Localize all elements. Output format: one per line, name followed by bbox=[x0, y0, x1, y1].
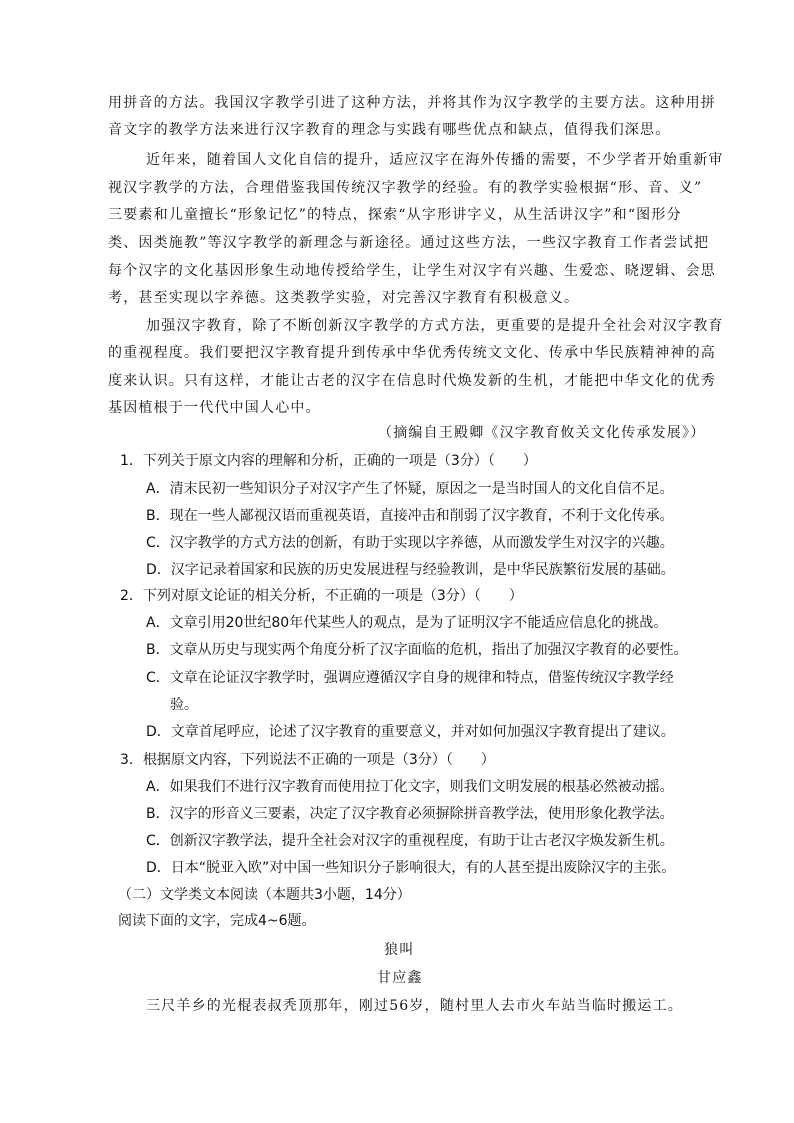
option-c: C．汉字教学的方式方法的创新，有助于实现以字养德，从而激发学生对汉字的兴趣。 bbox=[146, 535, 674, 551]
option-c: C．创新汉字教学法，提升全社会对汉字的重视程度，有助于让古老汉字焕发新生机。 bbox=[146, 833, 674, 849]
passage-line: 基因植根于一代代中国人心中。 bbox=[108, 400, 321, 416]
option-b: B．文章从历史与现实两个角度分析了汉字面临的危机，指出了加强汉字教育的必要性。 bbox=[146, 642, 688, 658]
story-first-line: 三尺羊乡的光棍表叔秃顶那年，刚过56岁，随村里人去市火车站当临时搬运工。 bbox=[146, 998, 684, 1014]
passage-line: 三要素和儿童擅长“形象记忆”的特点，探索“从字形讲字义，从生活讲汉字”和“图形分 bbox=[108, 207, 682, 223]
passage-line: 加强汉字教育，除了不断创新汉字教学的方式方法，更重要的是提升全社会对汉字教育 bbox=[146, 318, 724, 334]
source-citation: （摘编自王殿卿《汉字教育攸关文化传承发展》） bbox=[378, 425, 706, 441]
option-c: C．文章在论证汉字教学时，强调应遵循汉字自身的规律和特点，借鉴传统汉字教学经 bbox=[146, 670, 674, 686]
passage-line: 考，甚至实现以字养德。这类教学实验，对完善汉字教育有积极意义。 bbox=[108, 290, 580, 306]
passage-line: 用拼音的方法。我国汉字教学引进了这种方法，并将其作为汉字教学的主要方法。这种用拼 bbox=[108, 95, 716, 111]
option-a: A．文章引用20世纪80年代某些人的观点，是为了证明汉字不能适应信息化的挑战。 bbox=[146, 615, 668, 631]
option-d: D．日本“脱亚入欧”对中国一些知识分子影响很大，有的人甚至提出废除汉字的主张。 bbox=[146, 860, 676, 876]
option-d: D．汉字记录着国家和民族的历史发展进程与经验教训，是中华民族繁衍发展的基础。 bbox=[146, 562, 675, 578]
question-stem: 3．根据原文内容，下列说法不正确的一项是（3分）（ ） bbox=[120, 752, 495, 768]
section-heading: （二）文学类文本阅读（本题共3小题，14分） bbox=[118, 887, 411, 903]
option-b: B．汉字的形音义三要素，决定了汉字教育必须摒除拼音教学法，使用形象化教学法。 bbox=[146, 806, 674, 822]
passage-line: 类、因类施教”等汉字教学的新理念与新途径。通过这些方法，一些汉字教育工作者尝试把 bbox=[108, 235, 710, 251]
passage-line: 每个汉字的文化基因形象生动地传授给学生，让学生对汉字有兴趣、生爱恋、晓逻辑、会思 bbox=[108, 263, 716, 279]
question-stem: 1．下列关于原文内容的理解和分析，正确的一项是（3分）（ ） bbox=[120, 453, 537, 469]
option-a: A．清末民初一些知识分子对汉字产生了怀疑，原因之一是当时国人的文化自信不足。 bbox=[146, 481, 674, 497]
passage-line: 度来认识。只有这样，才能让古老的汉字在信息时代焕发新的生机，才能把中华文化的优秀 bbox=[108, 373, 716, 389]
story-author: 甘应鑫 bbox=[377, 970, 423, 986]
passage-line: 的重视程度。我们要把汉字教育提升到传承中华优秀传统文文化、传承中华民族精神神的高 bbox=[108, 345, 716, 361]
section-instruction: 阅读下面的文字，完成4~6题。 bbox=[118, 913, 316, 929]
option-d: D．文章首尾呼应，论述了汉字教育的重要意义，并对如何加强汉字教育提出了建议。 bbox=[146, 724, 675, 740]
story-title: 狼叫 bbox=[384, 942, 415, 958]
question-stem: 2．下列对原文论证的相关分析，不正确的一项是（3分）（ ） bbox=[120, 588, 523, 604]
passage-line: 音文字的教学方法来进行汉字教育的理念与实践有哪些优点和缺点，值得我们深思。 bbox=[108, 122, 671, 138]
option-b: B．现在一些人鄙视汉语而重视英语，直接冲击和削弱了汉字教育，不利于文化传承。 bbox=[146, 508, 674, 524]
passage-line: 视汉字教学的方法，合理借鉴我国传统汉字教学的经验。有的教学实验根据“形、音、义” bbox=[108, 180, 703, 196]
option-a: A．如果我们不进行汉字教育而使用拉丁化文字，则我们文明发展的根基必然被动摇。 bbox=[146, 779, 674, 795]
option-c-continued: 验。 bbox=[170, 697, 198, 713]
passage-line: 近年来，随着国人文化自信的提升，适应汉字在海外传播的需要，不少学者开始重新审 bbox=[146, 152, 724, 168]
